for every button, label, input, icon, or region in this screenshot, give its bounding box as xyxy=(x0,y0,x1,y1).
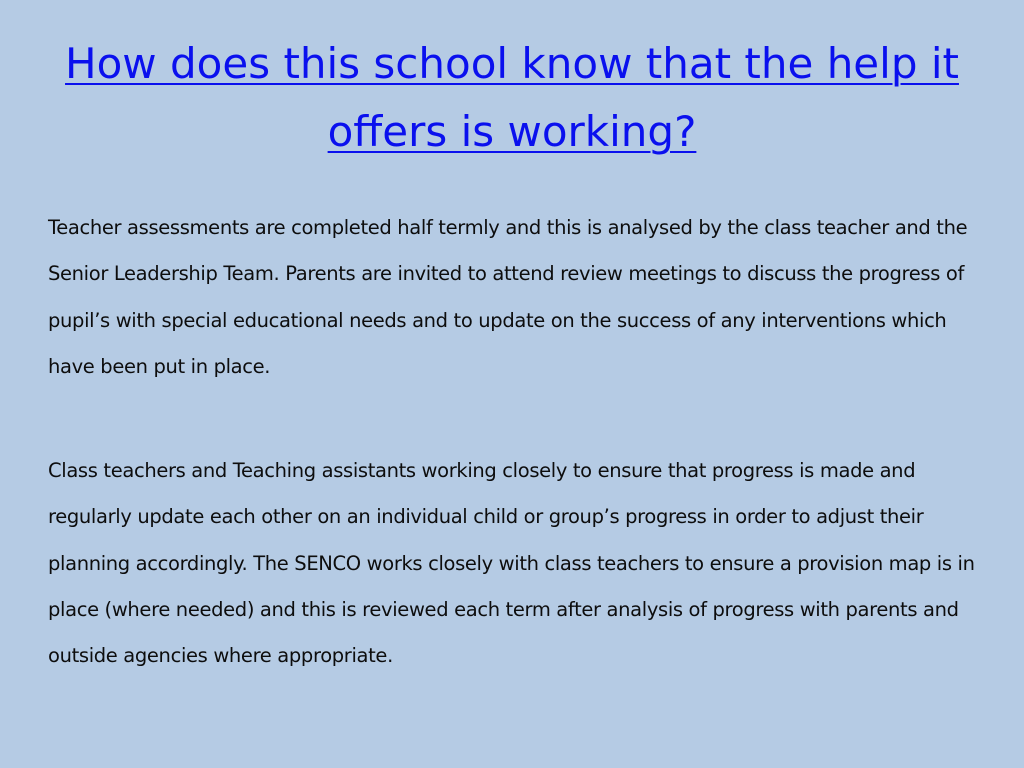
paragraph-assessments: Teacher assessments are completed half termly and this is analysed by the class teacher and the Senior Leadership Team. Parents are invited to attend review meetings to discuss the progress of pupil’s with special educational needs and to update on the success of any interventions which have been put in place. xyxy=(48,216,968,378)
paragraph-class-teachers: Class teachers and Teaching assistants working closely to ensure that progress is made and regularly update each other on an individual child or group’s progress in order to adjust their planning accordingly. The SENCO works closely with class teachers to ensure a provision map is in place (where needed) and this is reviewed each term after analysis of progress with parents and outside agencies where appropriate. xyxy=(48,459,975,668)
slide-title: How does this school know that the help it offers is working? xyxy=(65,39,959,156)
